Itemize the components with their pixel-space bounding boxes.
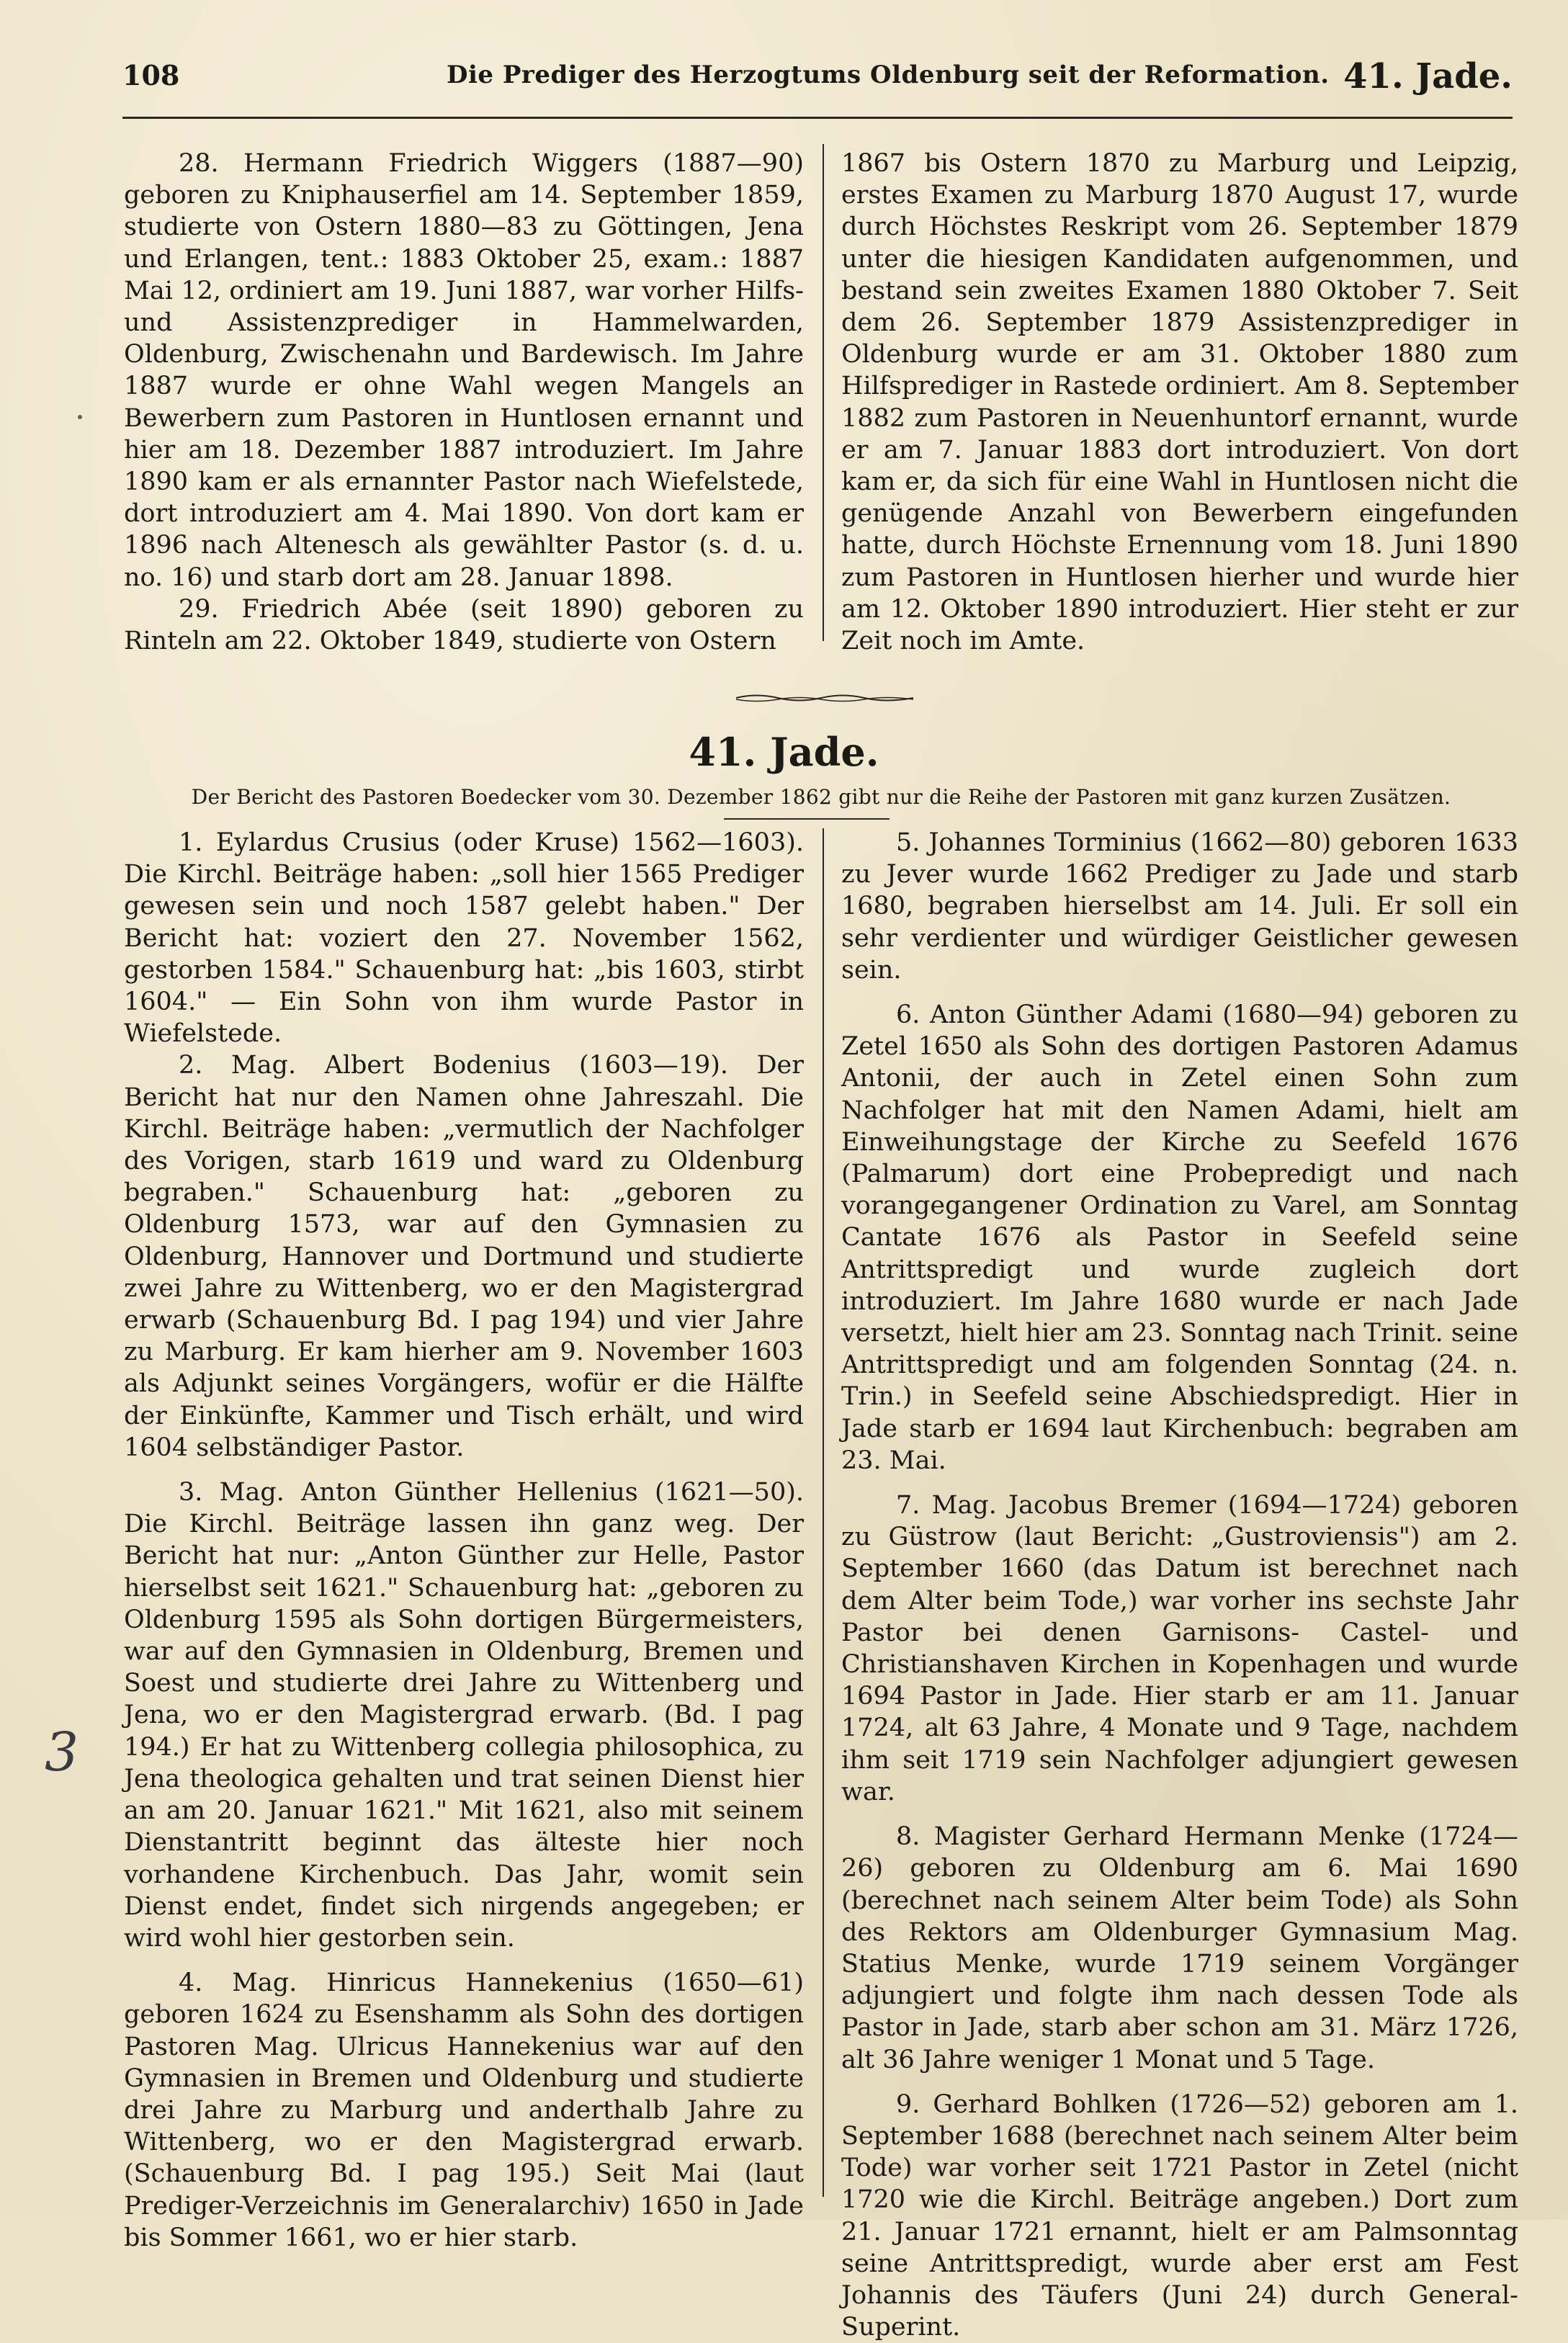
- entry-28: 28. Hermann Friedrich Wiggers (1887—90) geboren zu Kniphauserfiel am 14. September 1859, studierte von Ostern 1880—83 zu Göttingen, Jena und Erlangen, tent.: 1883 Oktober 25, exam.: 1887 Mai 12, ordiniert am 19. Juni 1887, war vorher Hilfs- und Assistenzprediger in Hammelwarden, Oldenburg, Zwischenahn und Bardewisch. Im Jahre 1887 wurde er ohne Wahl wegen Mangels an Bewerbern zum Pastoren in Huntlosen ernannt und hier am 18. Dezember 1887 introduziert. Im Jahre 1890 kam er als ernannter Pastor nach Wiefelstede, dort introduziert am 4. Mai 1890. Von dort kam er 1896 nach Altenesch als gewählter Pastor (s. d. u. no. 16) und starb dort am 28. Januar 1898.: [124, 149, 804, 592]
- entry-6: 6. Anton Günther Adami (1680—94) geboren zu Zetel 1650 als Sohn des dortigen Pastoren Adamus Antonii, der auch in Zetel einen Sohn zum Nachfolger hat mit den Namen Adami, hielt am Einweihungstage der Kirche zu Seefeld 1676 (Palmarum) dort eine Probepredigt und nach vorangegangener Ordination zu Varel, am Sonntag Cantate 1676 als Pastor in Seefeld seine Antrittspredigt und wurde zugleich dort introduziert. Im Jahre 1680 wurde er nach Jade versetzt, hielt hier am 23. Sonntag nach Trinit. seine Antrittspredigt und am folgenden Sonntag (24. n. Trin.) in Seefeld seine Abschiedspredigt. Hier in Jade starb er 1694 laut Kirchenbuch: begraben am 23. Mai.: [841, 1000, 1518, 1475]
- column-divider-top: [823, 144, 824, 641]
- bottom-right-column: [841, 827, 1518, 2343]
- top-left-column: [124, 148, 804, 657]
- handwritten-margin-mark: 3: [45, 1721, 79, 1783]
- entry-29-start: 29. Friedrich Abée (seit 1890) geboren zu Rinteln am 22. Oktober 1849, studierte von Ostern: [124, 594, 804, 656]
- entry-5: 5. Johannes Torminius (1662—80) geboren 1633 zu Jever wurde 1662 Prediger zu Jade und starb 1680, begraben hierselbst am 14. Juli. Er soll ein sehr verdienter und würdiger Geistlicher gewesen sein.: [841, 828, 1518, 985]
- entry-3: 3. Mag. Anton Günther Hellenius (1621—50). Die Kirchl. Beiträge lassen ihn ganz weg. Der Bericht hat nur: „Anton Günther zur Helle, Pastor hierselbst seit 1621." Schauenburg hat: „geboren zu Oldenburg 1595 als Sohn dortigen Bürgermeisters, war auf den Gymnasien in Oldenburg, Bremen und Soest und studierte drei Jahre zu Wittenberg und Jena, wo er den Magistergrad erwarb. (Bd. I pag 194.) Er hat zu Wittenberg collegia philosophica, zu Jena theologica gehalten und trat seinen Dienst hier an am 20. Januar 1621." Mit 1621, also mit seinem Dienstantritt beginnt das älteste hier noch vorhandene Kirchenbuch. Das Jahr, womit sein Dienst endet, findet sich nirgends angegeben; er wird wohl hier gestorben sein.: [124, 1478, 804, 1953]
- intro-rule: [724, 818, 890, 820]
- paper-spot: [78, 415, 82, 419]
- entry-8: 8. Magister Gerhard Hermann Menke (1724—26) geboren zu Oldenburg am 6. Mai 1690 (berechnet nach seinem Alter beim Tode) als Sohn des Rektors am Oldenburger Gymnasium Mag. Statius Menke, wurde 1719 seinem Vorgänger adjungiert und folgte ihm nach dessen Tode als Pastor in Jade, starb aber schon am 31. März 1726, alt 36 Jahre weniger 1 Monat und 5 Tage.: [841, 1822, 1518, 2074]
- top-right-column: [841, 148, 1518, 657]
- running-section: 41. Jade.: [1343, 56, 1513, 97]
- entry-7: 7. Mag. Jacobus Bremer (1694—1724) geboren zu Güstrow (laut Bericht: „Gustroviensis") am 2. September 1660 (das Datum ist berechnet nach dem Alter beim Tode,) war vorher ins sechste Jahr Pastor bei denen Garnisons- Castel- und Christianshaven Kirchen in Kopenhagen und wurde 1694 Pastor in Jade. Hier starb er am 11. Januar 1724, alt 63 Jahre, 4 Monate und 9 Tage, nachdem ihm seit 1719 sein Nachfolger adjungiert gewesen war.: [841, 1491, 1518, 1806]
- section-title: 41. Jade.: [689, 729, 879, 775]
- running-title: Die Prediger des Herzogtums Oldenburg seit der Reformation.: [447, 61, 1330, 89]
- page-header: [122, 56, 1513, 109]
- bottom-left-column: [124, 827, 804, 2254]
- header-rule: [122, 117, 1513, 119]
- page-number: 108: [122, 59, 180, 91]
- entry-29-cont: 1867 bis Ostern 1870 zu Marburg und Leipzig, erstes Examen zu Marburg 1870 August 17, wurde durch Höchstes Reskript vom 26. September 1879 unter die hiesigen Kandidaten aufgenommen, und bestand sein zweites Examen 1880 Oktober 7. Seit dem 26. September 1879 Assistenzprediger in Oldenburg wurde er am 31. Oktober 1880 zum Hilfsprediger in Rastede ordiniert. Am 8. September 1882 zum Pastoren in Neuenhuntorf ernannt, wurde er am 7. Januar 1883 dort introduziert. Von dort kam er, da sich für eine Wahl in Huntlosen nicht die genügende Anzahl von Bewerbern eingefunden hatte, durch Höchste Ernennung vom 18. Juni 1890 zum Pastoren in Huntlosen hierher und wurde hier am 12. Oktober 1890 introduziert. Hier steht er zur Zeit noch im Amte.: [841, 149, 1518, 656]
- entry-1: 1. Eylardus Crusius (oder Kruse) 1562—1603). Die Kirchl. Beiträge haben: „soll hier 1565 Prediger gewesen sein und noch 1587 gelebt haben." Der Bericht hat: voziert den 27. November 1562, gestorben 1584." Schauenburg hat: „bis 1603, stirbt 1604." — Ein Sohn von ihm wurde Pastor in Wiefelstede.: [124, 828, 804, 1049]
- ornament-rule-icon: [735, 691, 915, 704]
- entry-9: 9. Gerhard Bohlken (1726—52) geboren am 1. September 1688 (berechnet nach seinem Alter beim Tode) war vorher seit 1721 Pastor in Zetel (nicht 1720 wie die Kirchl. Beiträge angeben.) Dort zum 21. Januar 1721 ernannt, hielt er am Palmsonntag seine Antrittspredigt, wurde aber erst am Fest Johannis des Täufers (Juni 24) durch General-Superint.: [841, 2089, 1518, 2342]
- section-intro: Der Bericht des Pastoren Boedecker vom 30. Dezember 1862 gibt nur die Reihe der Pastoren mit ganz kurzen Zusätzen.: [191, 785, 1451, 809]
- entry-2: 2. Mag. Albert Bodenius (1603—19). Der Bericht hat nur den Namen ohne Jahreszahl. Die Kirchl. Beiträge haben: „vermutlich der Nachfolger des Vorigen, starb 1619 und ward zu Oldenburg begraben." Schauenburg hat: „geboren zu Oldenburg 1573, war auf den Gymnasien zu Oldenburg, Hannover und Dortmund und studierte zwei Jahre zu Wittenberg, wo er den Magistergrad erwarb (Schauenburg Bd. I pag 194) und vier Jahre zu Marburg. Er kam hierher am 9. November 1603 als Adjunkt seines Vorgängers, wofür er die Hälfte der Einkünfte, Kammer und Tisch erhält, und wird 1604 selbständiger Pastor.: [124, 1051, 804, 1462]
- section-ornament: [735, 691, 915, 704]
- column-divider-bottom: [823, 828, 824, 2197]
- entry-4: 4. Mag. Hinricus Hannekenius (1650—61) geboren 1624 zu Esenshamm als Sohn des dortigen Pastoren Mag. Ulricus Hannekenius war auf den Gymnasien in Bremen und Oldenburg und studierte drei Jahre zu Marburg und anderthalb Jahre zu Wittenberg, wo er den Magistergrad erwarb. (Schauenburg Bd. I pag 195.) Seit Mai (laut Prediger-Verzeichnis im Generalarchiv) 1650 in Jade bis Sommer 1661, wo er hier starb.: [124, 1968, 804, 2252]
